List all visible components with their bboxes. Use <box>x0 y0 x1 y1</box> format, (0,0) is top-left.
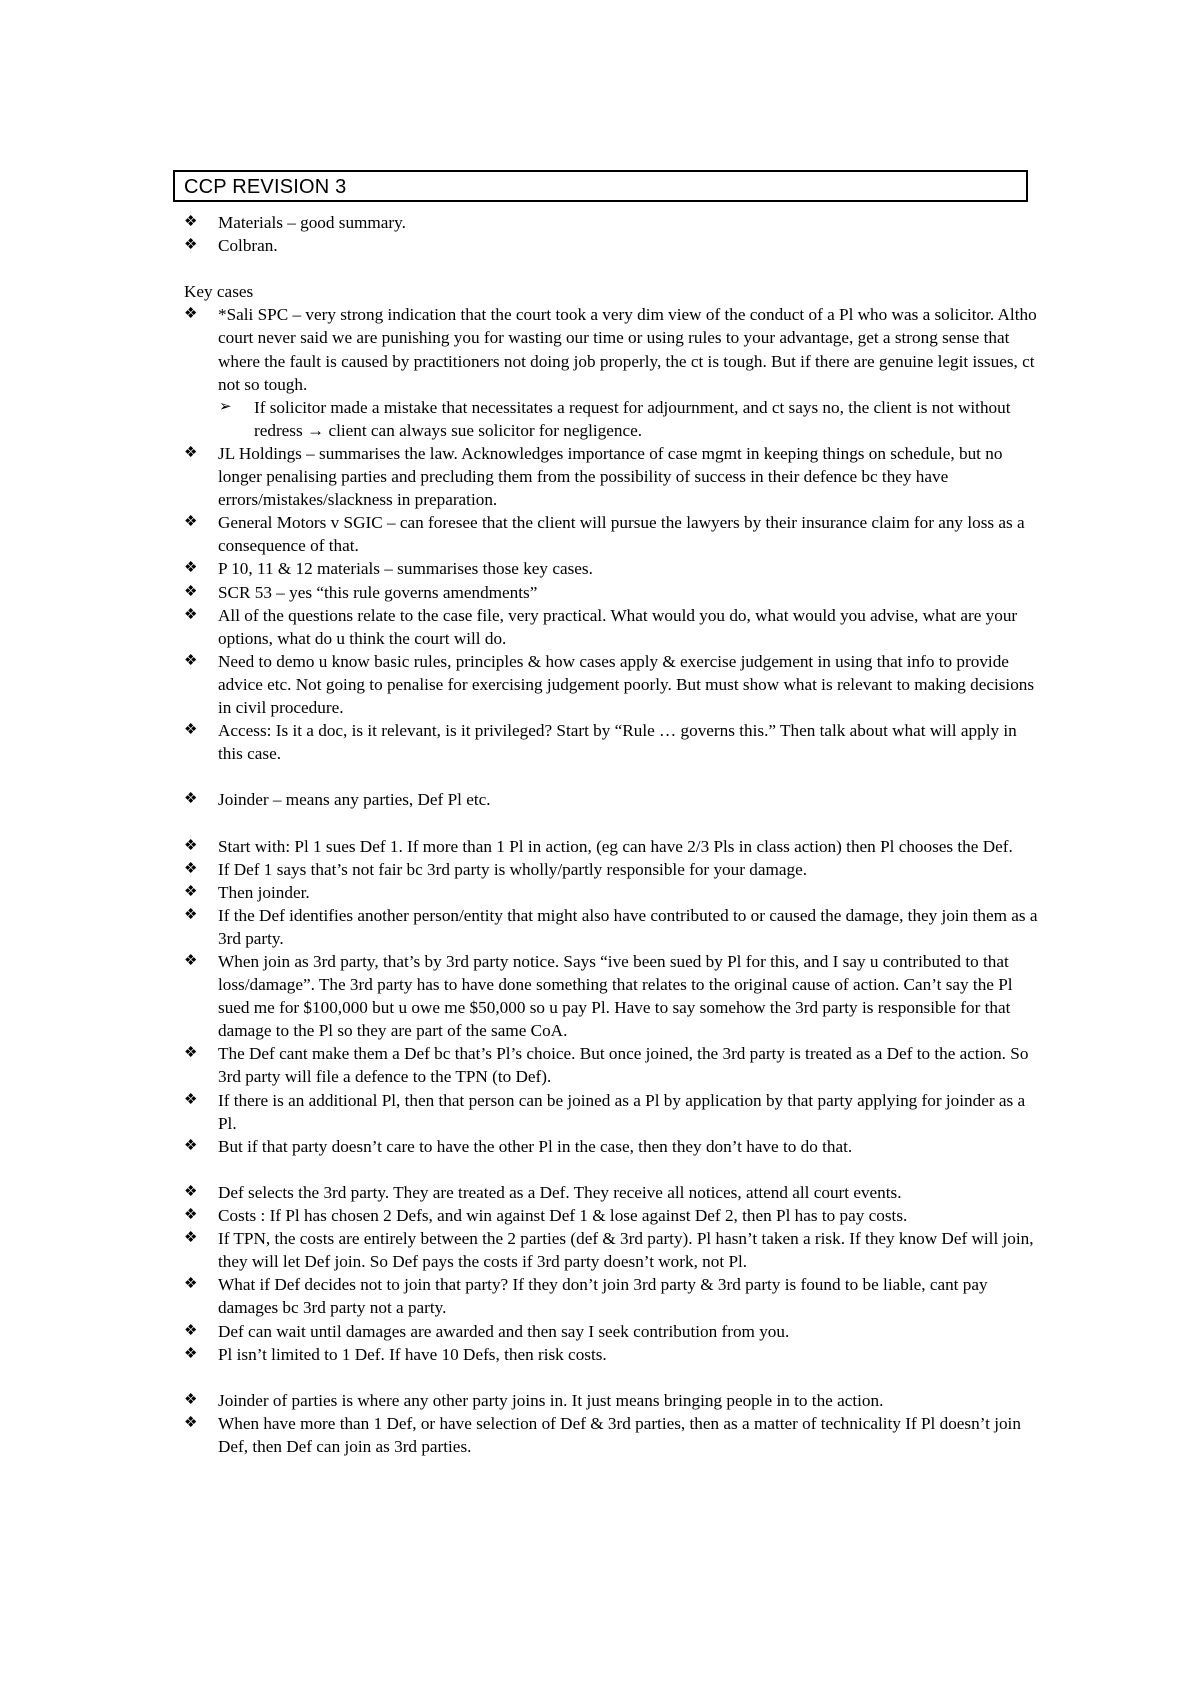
blank-line <box>184 1158 1039 1181</box>
diamond-bullet-icon: ❖ <box>184 1322 198 1339</box>
diamond-bullet-icon: ❖ <box>184 906 198 923</box>
list-item <box>184 1181 1039 1204</box>
list-item-text: But if that party doesn’t care to have the other Pl in the case, then they don’t have to do that. <box>218 1136 853 1156</box>
list-item-text: Pl isn’t limited to 1 Def. If have 10 Defs, then risk costs. <box>218 1344 607 1364</box>
diamond-bullet-icon: ❖ <box>184 560 198 577</box>
diamond-bullet-icon: ❖ <box>184 1230 198 1247</box>
list-item-text: If solicitor made a mistake that necessitates a request for adjournment, and ct says no, the client is not without redress → client can always sue solicitor for negligence. <box>254 397 1011 440</box>
section-heading: Key cases <box>184 282 254 302</box>
list-item <box>184 788 1039 811</box>
list-item <box>184 835 1039 858</box>
list-item <box>184 511 1039 557</box>
diamond-bullet-icon: ❖ <box>184 1183 198 1200</box>
diamond-bullet-icon: ❖ <box>184 583 198 600</box>
title-box <box>173 170 1028 202</box>
list-item <box>184 1089 1039 1135</box>
list-item-text: Def can wait until damages are awarded and then say I seek contribution from you. <box>218 1321 790 1341</box>
list-item-text: Joinder of parties is where any other party joins in. It just means bringing people in to the action. <box>218 1390 884 1410</box>
list-item <box>184 858 1039 881</box>
list-item-text: JL Holdings – summarises the law. Acknowledges importance of case mgmt in keeping things on schedule, but no longer penalising parties and precluding them from the possibility of success in their defence bc they have errors/mistakes/slackness in preparation. <box>218 443 1003 510</box>
list-item <box>184 303 1039 395</box>
document-title: CCP REVISION 3 <box>184 176 347 198</box>
list-item <box>184 1042 1039 1088</box>
list-item-text: If there is an additional Pl, then that person can be joined as a Pl by application by that party applying for joinder as a Pl. <box>218 1090 1026 1133</box>
blank-line <box>184 257 1039 280</box>
diamond-bullet-icon: ❖ <box>184 1391 198 1408</box>
diamond-bullet-icon: ❖ <box>184 444 198 461</box>
list-item <box>184 950 1039 1042</box>
list-item <box>184 1227 1039 1273</box>
blank-line <box>184 1366 1039 1389</box>
list-item <box>184 1412 1039 1458</box>
list-item-text: What if Def decides not to join that party? If they don’t join 3rd party & 3rd party is found to be liable, cant pay damages bc 3rd party not a party. <box>218 1275 988 1318</box>
diamond-bullet-icon: ❖ <box>184 837 198 854</box>
list-item <box>184 719 1039 765</box>
diamond-bullet-icon: ❖ <box>184 237 198 254</box>
diamond-bullet-icon: ❖ <box>184 652 198 669</box>
sub-list-item <box>184 396 1039 442</box>
list-item-text: SCR 53 – yes “this rule governs amendments” <box>218 582 538 602</box>
diamond-bullet-icon: ❖ <box>184 606 198 623</box>
list-item-text: If TPN, the costs are entirely between the 2 parties (def & 3rd party). Pl hasn’t taken a risk. If they know Def will join, they will let Def join. So Def pays the costs if 3rd party doesn’t work, not Pl. <box>218 1229 1034 1272</box>
list-item <box>184 1204 1039 1227</box>
list-item <box>184 1273 1039 1319</box>
diamond-bullet-icon: ❖ <box>184 1276 198 1293</box>
diamond-bullet-icon: ❖ <box>184 1045 198 1062</box>
diamond-bullet-icon: ❖ <box>184 1207 198 1224</box>
list-item <box>184 904 1039 950</box>
list-item <box>184 1320 1039 1343</box>
document-body <box>184 211 1039 1458</box>
diamond-bullet-icon: ❖ <box>184 791 198 808</box>
list-item <box>184 1389 1039 1412</box>
diamond-bullet-icon: ❖ <box>184 1345 198 1362</box>
list-item <box>184 581 1039 604</box>
blank-line <box>184 765 1039 788</box>
list-item-text: If Def 1 says that’s not fair bc 3rd party is wholly/partly responsible for your damage. <box>218 859 807 879</box>
diamond-bullet-icon: ❖ <box>184 1091 198 1108</box>
list-item <box>184 234 1039 257</box>
blank-line <box>184 811 1039 834</box>
list-item <box>184 604 1039 650</box>
list-item-text: General Motors v SGIC – can foresee that the client will pursue the lawyers by their insurance claim for any loss as a consequence of that. <box>218 513 1025 556</box>
list-item-text: Joinder – means any parties, Def Pl etc. <box>218 790 491 810</box>
list-item <box>184 1135 1039 1158</box>
list-item <box>184 557 1039 580</box>
diamond-bullet-icon: ❖ <box>184 214 198 230</box>
list-item <box>184 650 1039 719</box>
diamond-bullet-icon: ❖ <box>184 514 198 531</box>
list-item-text: Def selects the 3rd party. They are treated as a Def. They receive all notices, attend all court events. <box>218 1182 902 1202</box>
list-item-text: Costs : If Pl has chosen 2 Defs, and win against Def 1 & lose against Def 2, then Pl has to pay costs. <box>218 1206 908 1226</box>
diamond-bullet-icon: ❖ <box>184 1414 198 1431</box>
list-item-text: Materials – good summary. <box>218 213 406 232</box>
list-item <box>184 442 1039 511</box>
diamond-bullet-icon: ❖ <box>184 953 198 969</box>
list-item-text: When join as 3rd party, that’s by 3rd party notice. Says “ive been sued by Pl for this, and I say u contributed to that loss/damage”. The 3rd party has to have done something that relates to the original cause of action. Can’t say the Pl sued me for $100,000 but u owe me $50,000 so u pay Pl. Have to say somehow the 3rd party is responsible for that damage to the Pl so they are part of the same CoA. <box>218 952 1013 1041</box>
list-item-text: Colbran. <box>218 236 278 256</box>
arrow-bullet-icon: ➢ <box>219 398 232 415</box>
diamond-bullet-icon: ❖ <box>184 883 198 900</box>
list-item <box>184 1343 1039 1366</box>
list-item <box>184 881 1039 904</box>
list-item-text: All of the questions relate to the case file, very practical. What would you do, what would you advise, what are your options, what do u think the court will do. <box>218 605 1018 648</box>
list-item <box>184 211 1039 234</box>
list-item-text: *Sali SPC – very strong indication that the court took a very dim view of the conduct of a Pl who was a solicitor. Altho court never said we are punishing you for wasting our time or using rules to your advantage, get a strong sense that where the fault is caused by practitioners not doing job properly, the ct is tough. But if there are genuine legit issues, ct not so tough. <box>218 305 1037 394</box>
list-item-text: Then joinder. <box>218 882 310 902</box>
list-item-text: The Def cant make them a Def bc that’s Pl’s choice. But once joined, the 3rd party is treated as a Def to the action. So 3rd party will file a defence to the TPN (to Def). <box>218 1044 1029 1087</box>
list-item-text: If the Def identifies another person/entity that might also have contributed to or caused the damage, they join them as a 3rd party. <box>218 905 1038 948</box>
list-item-text: Access: Is it a doc, is it relevant, is it privileged? Start by “Rule … governs this.” Then talk about what will apply in this case. <box>218 721 1017 764</box>
list-item-text: P 10, 11 & 12 materials – summarises those key cases. <box>218 559 593 579</box>
diamond-bullet-icon: ❖ <box>184 306 198 323</box>
list-item-text: Need to demo u know basic rules, principles & how cases apply & exercise judgement in using that info to provide advice etc. Not going to penalise for exercising judgement poorly. But must show what is relevant to making decisions in civil procedure. <box>218 651 1035 717</box>
diamond-bullet-icon: ❖ <box>184 1137 198 1154</box>
diamond-bullet-icon: ❖ <box>184 860 198 877</box>
list-item-text: When have more than 1 Def, or have selection of Def & 3rd parties, then as a matter of technicality If Pl doesn’t join Def, then Def can join as 3rd parties. <box>218 1413 1021 1456</box>
diamond-bullet-icon: ❖ <box>184 722 198 739</box>
list-item-text: Start with: Pl 1 sues Def 1. If more than 1 Pl in action, (eg can have 2/3 Pls in class action) then Pl chooses the Def. <box>218 836 1013 856</box>
